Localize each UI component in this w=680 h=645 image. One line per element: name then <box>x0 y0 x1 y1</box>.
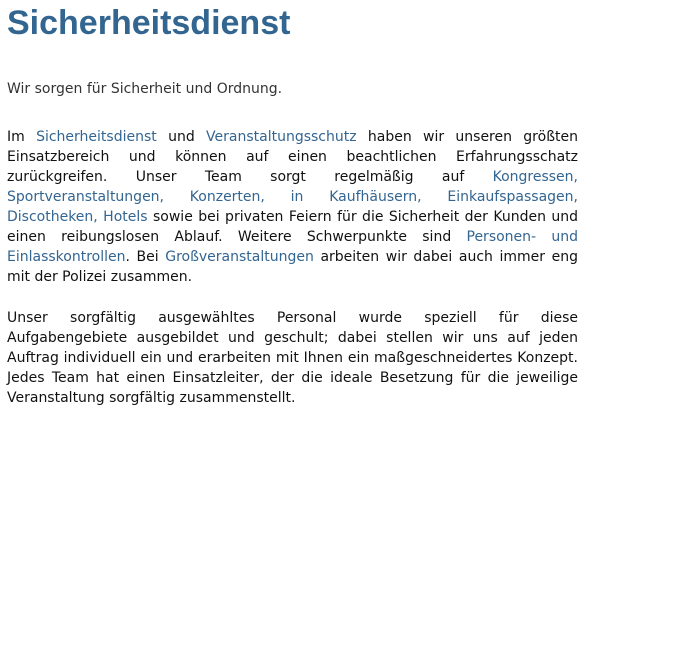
tagline: Wir sorgen für Sicherheit und Ordnung. <box>7 81 283 97</box>
link-personen-einlasskontrollen[interactable]: Personen- und Einlasskontrollen <box>7 229 579 265</box>
intro-paragraph <box>7 127 578 287</box>
link-venues[interactable]: Kongressen, Sportveranstaltungen, Konzerten, in Kaufhäusern, Einkaufspassagen, Discotheken, Hotels <box>7 169 578 225</box>
text-segment: Im <box>7 129 37 145</box>
text-segment: sowie bei privaten Feiern für die Sicherheit der Kunden und einen reibungslosen Ablauf. Weitere Schwerpunkte sind <box>7 209 578 245</box>
text-segment: arbeiten wir dabei auch immer eng mit der Polizei zusammen. <box>7 249 578 285</box>
link-grossveranstaltungen[interactable]: Großveranstaltungen <box>165 249 314 265</box>
personnel-paragraph: Unser sorgfältig ausgewähltes Personal wurde speziell für diese Aufgabengebiete ausgebildet und geschult; dabei stellen wir uns auf jeden Auftrag individuell ein und erarbeiten mit Ihnen ein maßgeschneidertes Konzept. Jedes Team hat einen Einsatzleiter, der die ideale Besetzung für die jeweilige Veranstaltung sorgfältig zusammenstellt. <box>7 310 578 406</box>
main-content <box>7 0 578 408</box>
link-veranstaltungsschutz[interactable]: Veranstaltungsschutz <box>206 129 357 145</box>
text-segment: . Bei <box>125 249 166 265</box>
link-sicherheitsdienst[interactable]: Sicherheitsdienst <box>36 129 157 145</box>
text-segment: haben wir unseren größten Einsatzbereich und können auf einen beachtlichen Erfahrungsschatz zurückgreifen. Unser Team sorgt regelmäßig auf <box>7 129 578 185</box>
page-title: Sicherheitsdienst <box>7 4 291 42</box>
text-segment: und <box>156 129 207 145</box>
